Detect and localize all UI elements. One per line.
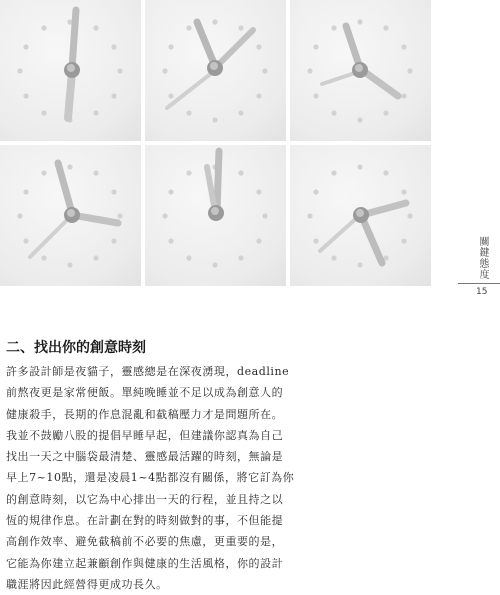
paragraph-line: 職涯將因此經營得更成功長久。 <box>6 577 168 591</box>
paragraph-line: 找出一天之中腦袋最清楚、靈感最活躍的時刻，無論是 <box>6 450 284 464</box>
paragraph-line: 恆的規律作息。在計劃在對的時刻做對的事，不但能提 <box>6 514 284 528</box>
clock-photo-grid <box>0 0 440 288</box>
clock-tile-5 <box>145 145 286 286</box>
paragraph-line: 早上7~10點，還是凌晨1~4點都沒有關係，將它訂為你 <box>6 471 295 485</box>
clock-tile-6 <box>290 145 431 286</box>
clock-tile-4 <box>0 145 141 286</box>
chapter-side-title: 關鍵態度 <box>477 236 488 280</box>
clock-tile-2 <box>145 0 286 141</box>
clock-tile-1 <box>0 0 141 141</box>
paragraph-line: 的創意時刻，以它為中心排出一天的行程，並且持之以 <box>6 492 284 506</box>
paragraph-line: 許多設計師是夜貓子，靈感總是在深夜湧現，deadline <box>6 365 290 378</box>
section-heading: 二、找出你的創意時刻 <box>6 340 146 356</box>
paragraph-line: 前熬夜更是家常便飯。單純晚睡並不足以成為創意人的 <box>6 386 284 400</box>
body-paragraph <box>6 361 446 595</box>
page-number: 15 <box>476 287 488 297</box>
paragraph-line: 我並不鼓勵八股的提倡早睡早起，但建議你認真為自己 <box>6 428 284 442</box>
clock-tile-3 <box>290 0 431 141</box>
side-divider <box>458 283 500 284</box>
paragraph-line: 健康殺手，長期的作息混亂和截稿壓力才是問題所在。 <box>6 407 284 421</box>
paragraph-line: 高創作效率、避免截稿前不必要的焦慮，更重要的是， <box>6 535 284 549</box>
paragraph-line: 它能為你建立起兼顧創作與健康的生活風格，你的設計 <box>6 556 284 570</box>
